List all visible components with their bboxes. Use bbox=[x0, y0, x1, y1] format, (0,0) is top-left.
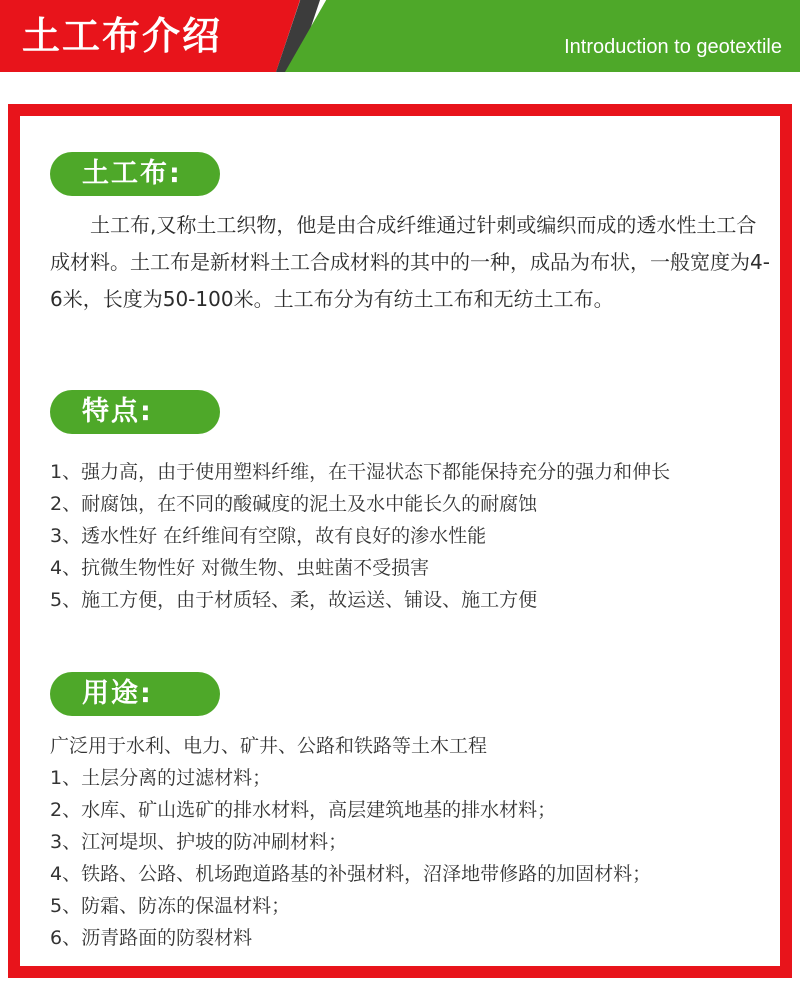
content-panel bbox=[8, 104, 792, 978]
list-item: 1、土层分离的过滤材料； bbox=[50, 767, 272, 789]
list-item: 4、铁路、公路、机场跑道路基的补强材料，沼泽地带修路的加固材料； bbox=[50, 863, 652, 885]
list-item: 6、沥青路面的防裂材料 bbox=[50, 927, 253, 949]
list-item: 2、水库、矿山选矿的排水材料，高层建筑地基的排水材料； bbox=[50, 799, 557, 821]
list-item: 2、耐腐蚀，在不同的酸碱度的泥土及水中能长久的耐腐蚀 bbox=[50, 493, 538, 515]
list-item: 3、江河堤坝、护坡的防冲刷材料； bbox=[50, 831, 348, 853]
page-title: 土工布介绍 bbox=[22, 14, 223, 58]
header-banner bbox=[0, 0, 800, 72]
intro-heading-pill: 土工布: bbox=[50, 152, 220, 196]
list-item: 5、防霜、防冻的保温材料； bbox=[50, 895, 291, 917]
intro-paragraph bbox=[50, 207, 770, 318]
uses-list bbox=[50, 730, 770, 954]
features-list bbox=[50, 456, 770, 616]
uses-heading-pill: 用途: bbox=[50, 672, 220, 716]
list-item: 5、施工方便，由于材质轻、柔，故运送、铺设、施工方便 bbox=[50, 589, 538, 611]
page-subtitle: Introduction to geotextile bbox=[564, 36, 782, 58]
intro-text: 土工布,又称土工织物，他是由合成纤维通过针刺或编织而成的透水性土工合成材料。土工布是新材料土工合成材料的其中的一种，成品为布状，一般宽度为4-6米，长度为50-100米。土工布分为有纺土工布和无纺土工布。 bbox=[50, 213, 770, 311]
list-item: 广泛用于水利、电力、矿井、公路和铁路等土木工程 bbox=[50, 735, 488, 757]
features-heading-pill: 特点: bbox=[50, 390, 220, 434]
list-item: 1、强力高，由于使用塑料纤维，在干湿状态下都能保持充分的强力和伸长 bbox=[50, 461, 671, 483]
list-item: 3、透水性好 在纤维间有空隙，故有良好的渗水性能 bbox=[50, 525, 487, 547]
list-item: 4、抗微生物性好 对微生物、虫蛀菌不受损害 bbox=[50, 557, 430, 579]
